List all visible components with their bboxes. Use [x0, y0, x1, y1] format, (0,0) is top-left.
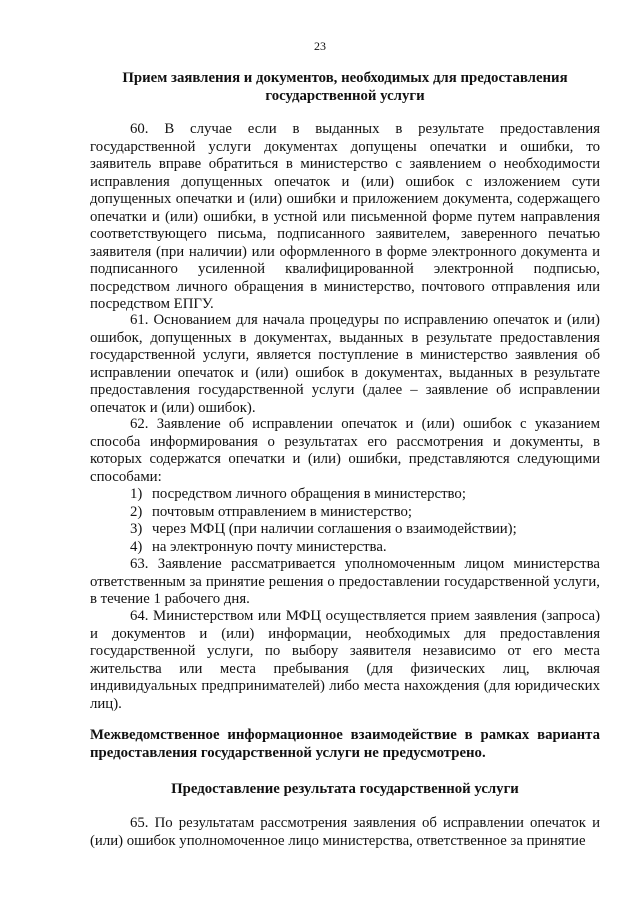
paragraph-64: 64. Министерством или МФЦ осуществляется прием заявления (запроса) и документов и (или) информации, необходимых для предоставления государственной услуги, по выбору заявителя независимо от его места жительства или места пребывания (для физических лиц, включая индивидуальных предпринимателей) либо места нахождения (для юридических лиц). — [90, 608, 600, 712]
section-heading-reception: Прием заявления и документов, необходимых для предоставления государственной услуги — [122, 70, 568, 104]
list-item-number: 4) — [130, 538, 143, 555]
list-item-text: на электронную почту министерства. — [152, 538, 387, 555]
list-item-number: 1) — [130, 486, 143, 502]
page-number: 23 — [314, 39, 326, 53]
list-item-number: 3) — [130, 521, 143, 537]
list-item — [130, 521, 600, 539]
list-item — [130, 486, 600, 504]
paragraph-63: 63. Заявление рассматривается уполномоченным лицом министерства ответственным за принятие решения о предоставлении государственной услуги, в течение 1 рабочего дня. — [90, 556, 600, 607]
list-item — [130, 504, 600, 522]
list-item-text: почтовым отправлением в министерство; — [152, 503, 413, 520]
section-heading-result: Предоставление результата государственной услуги — [171, 781, 519, 797]
paragraph-60: 60. В случае если в выданных в результате предоставления государственной услуги документах допущены опечатки и ошибки, то заявитель вправе обратиться в министерство с заявлением о необходимости исправления допущенных опечаток и (или) ошибок с изложением сути допущенных опечатки и (или) ошибки и приложением документа, содержащего опечатки и (или) ошибки, в устной или письменной форме путем направления соответствующего письма, подписанного заявителем, заверенного печатью заявителя (при наличии) или оформленного в форме электронного документа и подписанного усиленной квалифицированной электронной подписью, посредством личного обращения в министерство, почтового отправления или посредством ЕПГУ. — [90, 121, 600, 312]
paragraph-61: 61. Основанием для начала процедуры по исправлению опечаток и (или) ошибок, допущенных в документах, выданных в результате предоставления государственной услуги, является поступление в министерство заявления об исправлении опечаток и (или) ошибок в документах, выданных в результате предоставления государственной услуги (далее – заявление об исправлении опечаток и (или) ошибок). — [90, 312, 600, 416]
paragraph-62: 62. Заявление об исправлении опечаток и (или) ошибок с указанием способа информирования о результатах его рассмотрения и документы, в которых содержатся опечатки и (или) ошибки, представляются следующими способами: — [90, 416, 600, 485]
section-heading-interagency: Межведомственное информационное взаимодействие в рамках варианта предоставления государственной услуги не предусмотрено. — [90, 727, 600, 761]
list-item-text: посредством личного обращения в министерство; — [152, 486, 466, 502]
list-item — [130, 539, 600, 557]
list-item-text: через МФЦ (при наличии соглашения о взаимодействии); — [152, 521, 517, 537]
paragraph-65: 65. По результатам рассмотрения заявления об исправлении опечаток и (или) ошибок уполномоченное лицо министерства, ответственное за принятие — [90, 815, 600, 849]
submission-methods-list — [130, 486, 600, 556]
list-item-number: 2) — [130, 503, 143, 520]
